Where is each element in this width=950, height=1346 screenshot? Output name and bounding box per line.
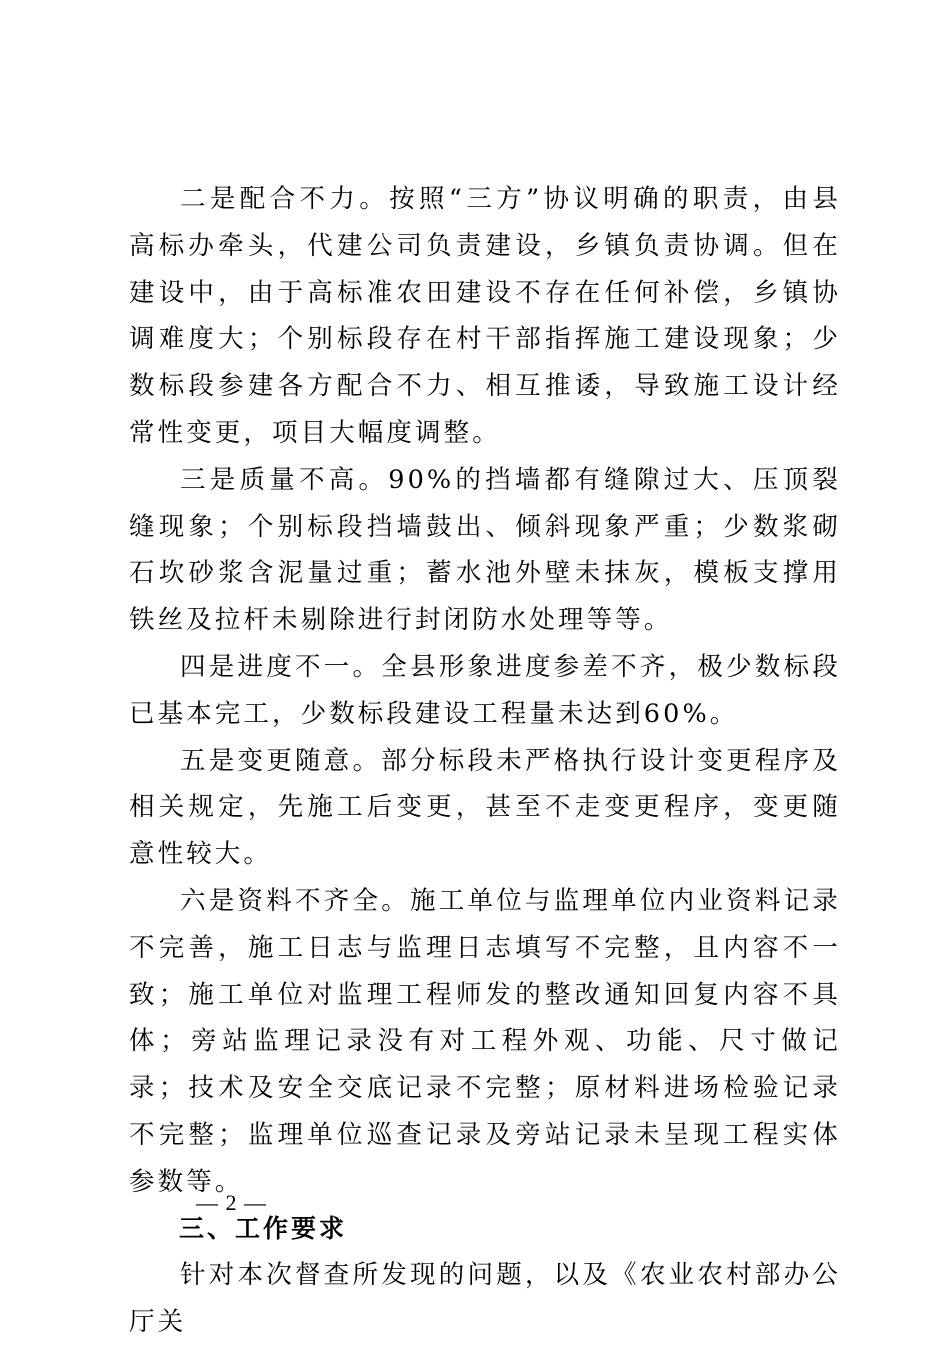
paragraph-changes: 五是变更随意。部分标段未严格执行设计变更程序及相关规定，先施工后变更，甚至不走变更程序，变更随意性较大。 bbox=[129, 745, 841, 870]
paragraph-quality: 三是质量不高。90%的挡墙都有缝隙过大、压顶裂缝现象；个别标段挡墙鼓出、倾斜现象严重；少数浆砌石坎砂浆含泥量过重；蓄水池外壁未抹灰，模板支撑用铁丝及拉杆未剔除进行封闭防水处理等等。 bbox=[129, 464, 841, 636]
page-number: — 2 — bbox=[196, 1190, 267, 1215]
section-heading: 三、工作要求 bbox=[179, 1213, 348, 1243]
document-body bbox=[129, 176, 841, 1346]
paragraph-cooperation: 二是配合不力。按照“三方”协议明确的职责，由县高标办牵头，代建公司负责建设，乡镇负责协调。但在建设中，由于高标准农田建设不存在任何补偿，乡镇协调难度大；个别标段存在村干部指挥施工建设现象；少数标段参建各方配合不力、相互推诿，导致施工设计经常性变更，项目大幅度调整。 bbox=[129, 184, 841, 448]
paragraph-records: 六是资料不齐全。施工单位与监理单位内业资料记录不完善，施工日志与监理日志填写不完整，且内容不一致；施工单位对监理工程师发的整改通知回复内容不具体；旁站监理记录没有对工程外观、功能、尺寸做记录；技术及安全交底记录不完整；原材料进场检验记录不完整；监理单位巡查记录及旁站记录未呈现工程实体参数等。 bbox=[129, 885, 841, 1197]
paragraph-progress: 四是进度不一。全县形象进度参差不齐，极少数标段已基本完工，少数标段建设工程量未达到60%。 bbox=[129, 651, 841, 729]
paragraph-closing: 针对本次督查所发现的问题，以及《农业农村部办公厅关 bbox=[129, 1260, 841, 1338]
